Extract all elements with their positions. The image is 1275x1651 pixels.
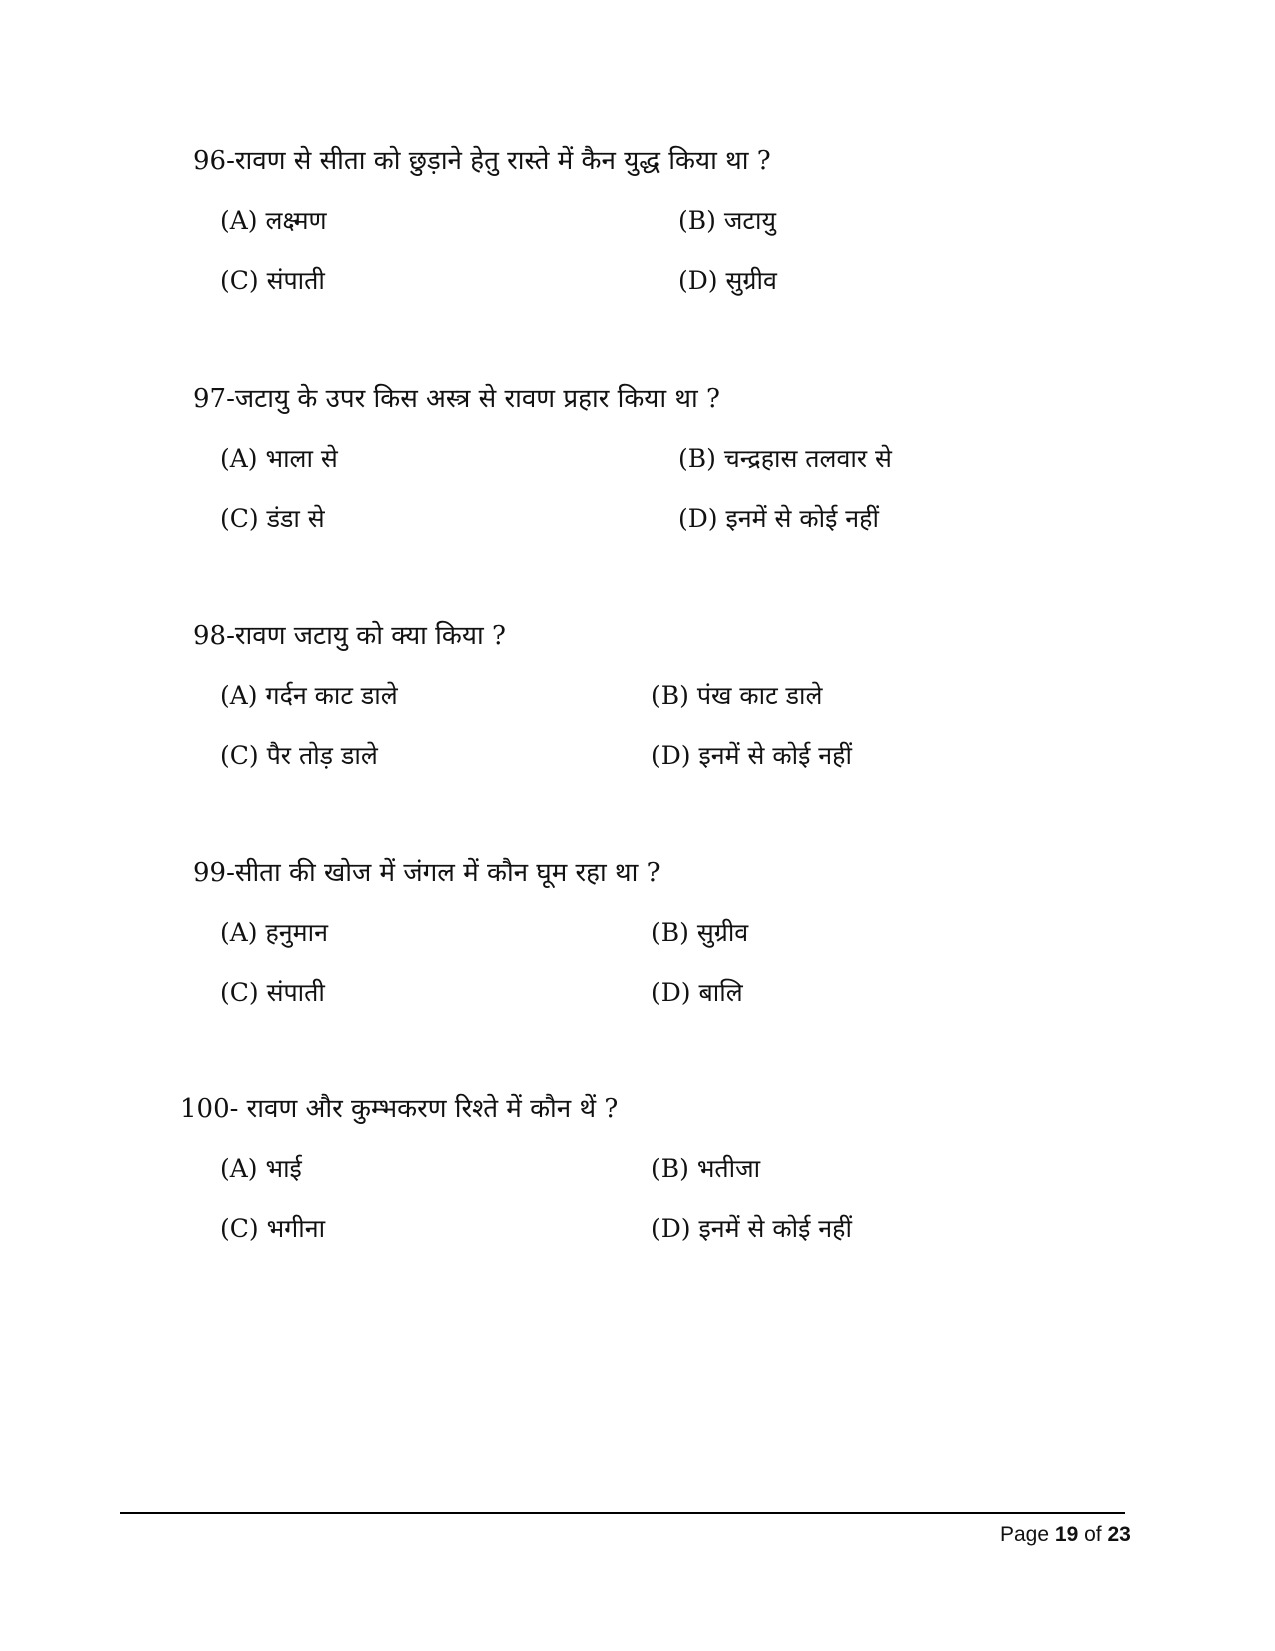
option-d: (D) इनमें से कोई नहीं [651,741,852,770]
total-pages: 23 [1107,1523,1131,1546]
question-96 [0,145,1275,315]
option-a: (A) भाला से [220,444,338,473]
option-c: (C) संपाती [220,266,325,295]
option-c: (C) डंडा से [220,504,325,533]
footer-divider [120,1512,1125,1514]
option-d: (D) सुग्रीव [678,266,777,295]
option-c: (C) संपाती [220,978,325,1007]
option-a: (A) गर्दन काट डाले [220,681,398,710]
option-d: (D) इनमें से कोई नहीं [678,504,879,533]
question-97 [0,383,1275,553]
question-text: 97-जटायु के उपर किस अस्त्र से रावण प्रहार किया था ? [193,384,720,414]
question-text: 99-सीता की खोज में जंगल में कौन घूम रहा था ? [193,858,661,888]
question-text: 100- रावण और कुम्भकरण रिश्ते में कौन थें ? [180,1094,619,1124]
option-b: (B) पंख काट डाले [651,681,823,710]
page-number [1000,1521,1131,1549]
question-text: 98-रावण जटायु को क्या किया ? [193,621,506,651]
question-100 [0,1093,1275,1263]
option-d: (D) बालि [651,978,743,1007]
option-a: (A) भाई [220,1154,302,1183]
current-page: 19 [1054,1523,1079,1546]
option-b: (B) सुग्रीव [651,918,749,947]
question-98 [0,620,1275,790]
option-a: (A) हनुमान [220,918,328,947]
question-text: 96-रावण से सीता को छुड़ाने हेतु रास्ते में कैन युद्ध किया था ? [193,146,771,176]
page-of-label: of [1084,1523,1102,1546]
option-b: (B) जटायु [678,206,776,235]
option-c: (C) भगीना [220,1214,326,1243]
option-a: (A) लक्ष्मण [220,206,327,235]
page-label: Page [1000,1523,1050,1546]
option-d: (D) इनमें से कोई नहीं [651,1214,852,1243]
option-b: (B) भतीजा [651,1154,761,1183]
question-99 [0,857,1275,1027]
option-c: (C) पैर तोड़ डाले [220,741,378,770]
option-b: (B) चन्द्रहास तलवार से [678,444,892,473]
